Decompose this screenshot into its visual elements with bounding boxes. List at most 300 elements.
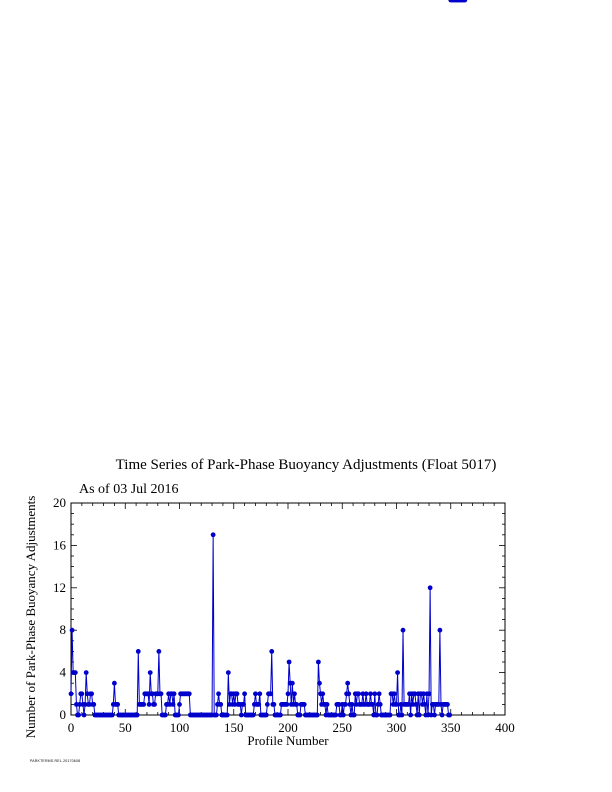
data-point: [407, 691, 412, 696]
x-tick-label: 150: [224, 720, 244, 735]
data-point: [403, 702, 408, 707]
data-point: [462, 0, 467, 2]
data-point: [214, 713, 219, 718]
data-point: [356, 691, 361, 696]
data-point: [200, 713, 205, 718]
data-point: [109, 713, 114, 718]
data-point: [197, 713, 202, 718]
data-point: [384, 713, 389, 718]
data-point: [79, 691, 84, 696]
data-point: [196, 713, 201, 718]
data-point: [126, 713, 131, 718]
data-point: [322, 702, 327, 707]
data-point: [120, 713, 125, 718]
x-tick-label: 250: [332, 720, 352, 735]
data-point: [155, 691, 160, 696]
data-point: [104, 713, 109, 718]
data-point: [441, 702, 446, 707]
data-point: [410, 702, 415, 707]
data-point: [339, 713, 344, 718]
data-point: [125, 713, 130, 718]
data-point: [250, 713, 255, 718]
data-point: [291, 702, 296, 707]
data-point: [105, 713, 110, 718]
data-point: [148, 670, 153, 675]
data-point: [137, 702, 142, 707]
data-point: [352, 713, 357, 718]
x-tick-label: 50: [118, 720, 132, 735]
data-point: [112, 681, 117, 686]
data-point: [261, 713, 266, 718]
data-point: [177, 702, 182, 707]
data-point: [428, 585, 433, 590]
data-point: [271, 702, 276, 707]
data-point: [209, 713, 214, 718]
data-point: [207, 713, 212, 718]
data-point: [244, 713, 249, 718]
data-point: [402, 702, 407, 707]
data-point: [444, 702, 449, 707]
data-point: [429, 713, 434, 718]
data-point: [421, 691, 426, 696]
chart-title: Time Series of Park-Phase Buoyancy Adjustments (Float 5017): [115, 457, 497, 473]
data-point: [416, 691, 421, 696]
data-point: [102, 713, 107, 718]
data-point: [226, 670, 231, 675]
data-point: [83, 702, 88, 707]
data-point: [423, 713, 428, 718]
data-point: [313, 713, 318, 718]
data-point: [334, 702, 339, 707]
data-point: [455, 0, 460, 2]
data-point: [161, 713, 166, 718]
data-point: [320, 691, 325, 696]
data-point: [325, 702, 330, 707]
data-point: [321, 702, 326, 707]
data-point: [431, 702, 436, 707]
y-tick-label: 8: [59, 622, 66, 638]
data-point: [456, 0, 461, 2]
data-point: [70, 628, 75, 633]
data-point: [149, 691, 154, 696]
data-point: [95, 713, 100, 718]
x-tick-label: 200: [278, 720, 298, 735]
data-point: [151, 702, 156, 707]
data-point: [345, 681, 350, 686]
data-point: [253, 691, 258, 696]
data-point: [283, 702, 288, 707]
data-point: [318, 691, 323, 696]
data-point: [203, 713, 208, 718]
data-point: [210, 713, 215, 718]
data-point: [382, 713, 387, 718]
data-point: [461, 0, 466, 2]
data-point: [409, 691, 414, 696]
data-point: [379, 713, 384, 718]
data-point: [152, 702, 157, 707]
data-point: [460, 0, 465, 2]
data-point: [162, 713, 167, 718]
data-point: [86, 702, 91, 707]
data-point: [454, 0, 459, 2]
data-point: [371, 713, 376, 718]
data-point: [398, 702, 403, 707]
data-point: [276, 713, 281, 718]
data-point: [269, 649, 274, 654]
data-point: [447, 713, 452, 718]
data-point: [87, 702, 92, 707]
data-point: [346, 691, 351, 696]
data-point: [141, 702, 146, 707]
data-point: [82, 713, 87, 718]
data-point: [251, 713, 256, 718]
data-point: [359, 702, 364, 707]
data-point: [117, 713, 122, 718]
data-point: [257, 691, 262, 696]
data-point: [204, 713, 209, 718]
data-point: [336, 702, 341, 707]
data-point: [234, 691, 239, 696]
data-point: [457, 0, 462, 2]
data-point: [373, 713, 378, 718]
data-point: [154, 691, 159, 696]
y-tick-label: 20: [53, 495, 66, 510]
data-point: [243, 713, 248, 718]
data-point: [150, 691, 155, 696]
data-point: [268, 691, 273, 696]
data-point: [202, 713, 207, 718]
data-point: [353, 691, 358, 696]
data-point: [340, 702, 345, 707]
data-point: [166, 691, 171, 696]
data-point: [451, 0, 456, 2]
data-point: [358, 702, 363, 707]
data-point: [438, 628, 443, 633]
data-point: [411, 691, 416, 696]
data-point: [330, 713, 335, 718]
plot-frame: [71, 503, 505, 715]
data-point: [107, 713, 112, 718]
data-point: [274, 713, 279, 718]
data-point: [287, 660, 292, 665]
data-point: [364, 691, 369, 696]
data-point: [124, 713, 129, 718]
data-point: [138, 702, 143, 707]
data-point: [448, 0, 453, 2]
data-point: [245, 713, 250, 718]
data-point: [443, 702, 448, 707]
data-point: [194, 713, 199, 718]
data-point: [143, 691, 148, 696]
data-point: [216, 691, 221, 696]
data-point: [140, 702, 145, 707]
data-point: [393, 702, 398, 707]
data-point: [290, 681, 295, 686]
data-point: [333, 713, 338, 718]
data-point: [439, 702, 444, 707]
data-point: [319, 702, 324, 707]
data-point: [343, 702, 348, 707]
data-point: [192, 713, 197, 718]
data-point: [186, 691, 191, 696]
chart-subtitle: As of 03 Jul 2016: [79, 482, 179, 497]
data-point: [242, 691, 247, 696]
data-point: [165, 702, 170, 707]
data-point: [249, 713, 254, 718]
data-point: [75, 713, 80, 718]
data-point: [92, 713, 97, 718]
x-tick-label: 0: [67, 720, 75, 735]
data-point: [452, 0, 457, 2]
data-point: [446, 713, 451, 718]
data-point: [312, 713, 317, 718]
data-point: [295, 713, 300, 718]
x-tick-label: 300: [386, 720, 407, 735]
data-point: [453, 0, 458, 2]
data-point: [309, 713, 314, 718]
data-point: [74, 702, 79, 707]
data-point: [396, 713, 401, 718]
data-point: [100, 713, 105, 718]
data-point: [167, 702, 172, 707]
data-point: [174, 713, 179, 718]
data-point: [328, 713, 333, 718]
data-point: [235, 691, 240, 696]
data-point: [363, 702, 368, 707]
data-point: [282, 702, 287, 707]
data-point: [376, 702, 381, 707]
data-point: [142, 691, 147, 696]
data-point: [225, 713, 230, 718]
data-point: [329, 713, 334, 718]
data-point: [239, 713, 244, 718]
y-tick-label: 0: [59, 707, 66, 722]
y-tick-label: 4: [59, 664, 66, 680]
data-point: [292, 691, 297, 696]
data-point: [375, 713, 380, 718]
data-point: [134, 713, 139, 718]
data-point: [293, 702, 298, 707]
data-point: [111, 702, 116, 707]
data-point: [170, 691, 175, 696]
data-point: [91, 702, 96, 707]
data-point: [96, 713, 101, 718]
data-point: [401, 628, 406, 633]
data-point: [176, 713, 181, 718]
data-point: [146, 691, 151, 696]
data-point: [130, 713, 135, 718]
data-point: [316, 660, 321, 665]
data-point: [420, 702, 425, 707]
data-point: [458, 0, 463, 2]
data-point: [445, 702, 450, 707]
data-point: [171, 702, 176, 707]
data-point: [263, 713, 268, 718]
data-point: [158, 691, 163, 696]
data-point: [108, 713, 113, 718]
data-point: [129, 713, 134, 718]
data-point: [71, 670, 76, 675]
data-point: [365, 702, 370, 707]
data-point: [180, 691, 185, 696]
data-point: [224, 713, 229, 718]
data-point: [122, 713, 127, 718]
data-point: [304, 713, 309, 718]
data-point: [98, 713, 103, 718]
data-point: [331, 713, 336, 718]
data-point: [357, 702, 362, 707]
data-point: [281, 702, 286, 707]
data-point: [178, 691, 183, 696]
data-point: [408, 713, 413, 718]
data-point: [405, 702, 410, 707]
data-point: [368, 691, 373, 696]
data-point: [184, 691, 189, 696]
y-tick-label: 12: [53, 579, 66, 595]
data-point: [427, 691, 432, 696]
data-point: [392, 691, 397, 696]
data-point: [211, 532, 216, 537]
data-point: [89, 691, 94, 696]
data-point: [324, 713, 329, 718]
data-point: [426, 713, 431, 718]
data-point: [440, 713, 445, 718]
data-point: [389, 691, 394, 696]
data-point: [286, 691, 291, 696]
data-point: [262, 713, 267, 718]
data-point: [128, 713, 133, 718]
data-point: [380, 713, 385, 718]
data-point: [387, 713, 392, 718]
data-point: [110, 713, 115, 718]
data-point: [175, 713, 180, 718]
x-tick-label: 350: [441, 720, 461, 735]
data-point: [397, 713, 402, 718]
data-point: [362, 702, 367, 707]
data-point: [237, 702, 242, 707]
data-point: [139, 702, 144, 707]
data-point: [168, 691, 173, 696]
data-point: [433, 702, 438, 707]
data-point: [288, 681, 293, 686]
data-point: [229, 691, 234, 696]
data-point: [190, 713, 195, 718]
data-point: [76, 713, 81, 718]
data-point: [264, 713, 269, 718]
data-point: [289, 702, 294, 707]
data-point: [116, 713, 121, 718]
data-point: [266, 691, 271, 696]
footnote: PARKTERMS.REL.20170608: [30, 759, 81, 763]
data-point: [181, 691, 186, 696]
data-point: [221, 713, 226, 718]
data-point: [205, 713, 210, 718]
data-point: [317, 681, 322, 686]
data-point: [280, 702, 285, 707]
data-point: [193, 713, 198, 718]
data-point: [90, 702, 95, 707]
x-tick-label: 400: [495, 720, 515, 735]
x-axis-label: Profile Number: [247, 733, 329, 748]
data-point: [94, 713, 99, 718]
data-point: [442, 702, 447, 707]
data-point: [255, 702, 260, 707]
data-point: [101, 713, 106, 718]
data-point: [73, 670, 78, 675]
data-point: [218, 702, 223, 707]
data-point: [341, 713, 346, 718]
data-point: [383, 713, 388, 718]
data-point: [332, 713, 337, 718]
data-point: [307, 713, 312, 718]
data-point: [260, 713, 265, 718]
data-point: [342, 702, 347, 707]
data-point: [163, 713, 168, 718]
data-point: [241, 702, 246, 707]
data-point: [88, 691, 93, 696]
data-point: [277, 713, 282, 718]
data-point: [419, 691, 424, 696]
data-point: [172, 691, 177, 696]
data-point: [223, 713, 228, 718]
data-point: [388, 713, 393, 718]
data-point: [248, 713, 253, 718]
y-tick-label: 16: [53, 537, 66, 553]
data-point: [189, 713, 194, 718]
data-point: [417, 713, 422, 718]
data-point: [173, 713, 178, 718]
data-point: [78, 691, 83, 696]
data-point: [327, 713, 332, 718]
data-point: [459, 0, 464, 2]
data-point: [222, 713, 227, 718]
data-point: [213, 713, 218, 718]
data-point: [217, 702, 222, 707]
data-point: [378, 702, 383, 707]
data-point: [430, 702, 435, 707]
data-point: [188, 713, 193, 718]
data-point: [132, 713, 137, 718]
data-point: [201, 713, 206, 718]
data-point: [275, 713, 280, 718]
data-point: [227, 702, 232, 707]
data-point: [314, 713, 319, 718]
data-point: [219, 713, 224, 718]
data-point: [81, 702, 86, 707]
data-point: [273, 713, 278, 718]
data-point: [377, 691, 382, 696]
data-point: [344, 691, 349, 696]
data-point: [103, 713, 108, 718]
data-point: [113, 702, 118, 707]
data-point: [434, 702, 439, 707]
data-point: [301, 702, 306, 707]
data-point: [303, 713, 308, 718]
data-point: [72, 670, 77, 675]
data-point: [354, 702, 359, 707]
data-point: [256, 702, 261, 707]
data-point: [360, 691, 365, 696]
data-point: [206, 713, 211, 718]
y-axis-label: Number of Park-Phase Buoyancy Adjustments: [23, 495, 38, 739]
data-point: [187, 691, 192, 696]
data-point: [97, 713, 102, 718]
data-point: [355, 691, 360, 696]
data-point: [436, 702, 441, 707]
data-point: [191, 713, 196, 718]
data-point: [390, 691, 395, 696]
data-point: [247, 713, 252, 718]
